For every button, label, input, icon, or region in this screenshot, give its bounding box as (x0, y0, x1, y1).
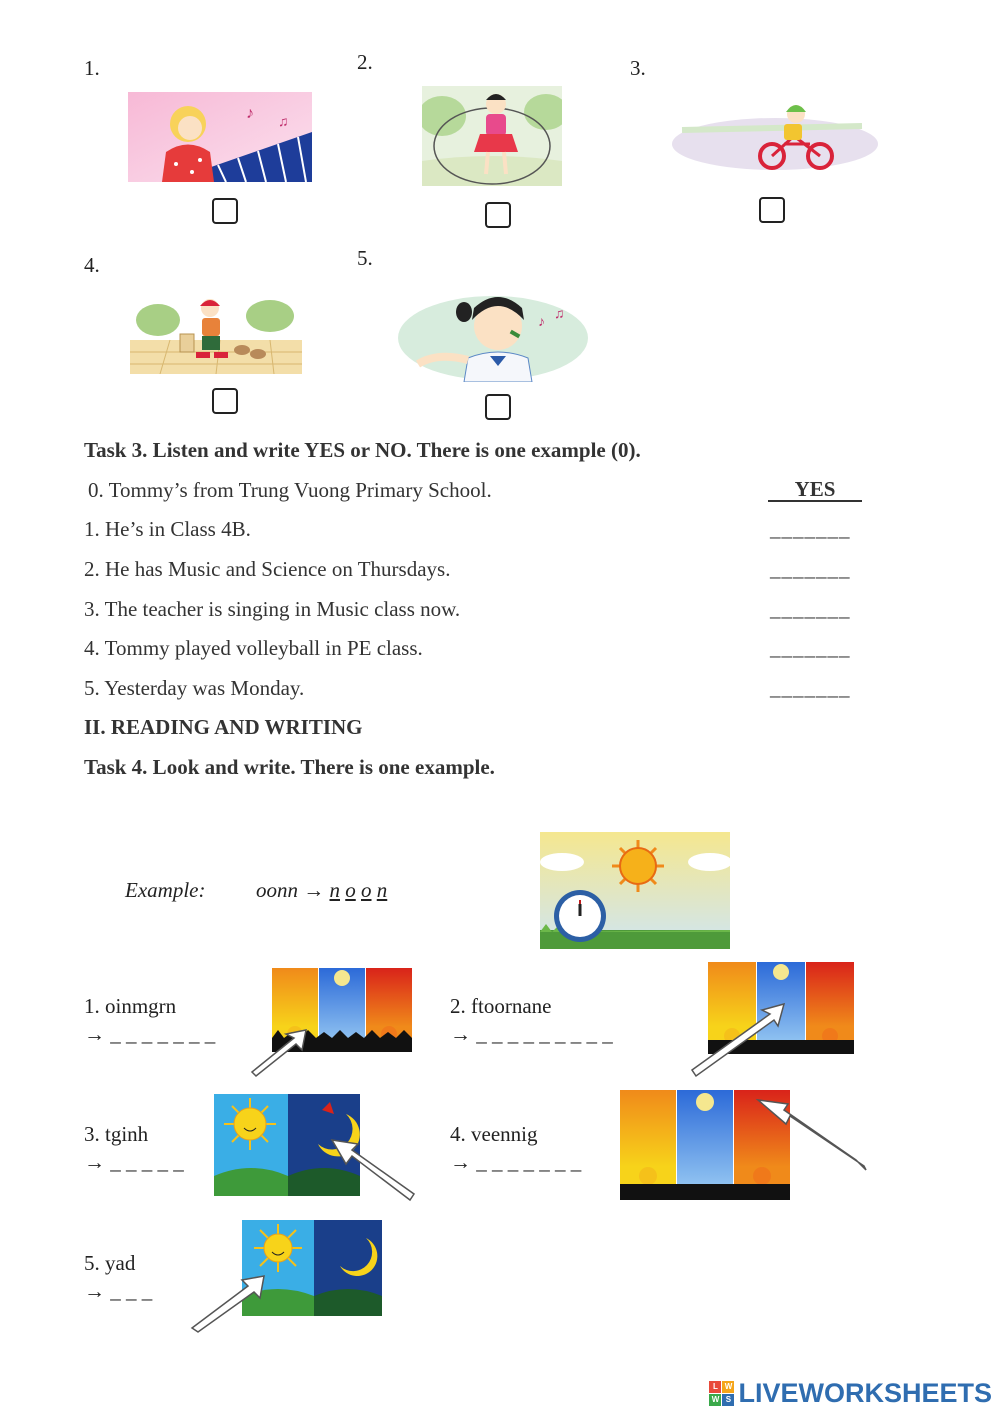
evening-picture (620, 1090, 870, 1202)
morning-picture (246, 968, 416, 1078)
answer-checkbox-4[interactable] (212, 388, 238, 414)
item-number: 5. (357, 246, 373, 270)
answer-blank-word-5[interactable]: → _ _ _ (84, 1279, 153, 1303)
task-3-heading: Task 3. Listen and write YES or NO. There is one example (0). (84, 438, 641, 462)
day-picture (186, 1220, 384, 1334)
girl-skipping-rope-picture (422, 86, 562, 186)
boy-roller-skating-picture (130, 294, 302, 374)
answer-blank-word-2[interactable]: → _ _ _ _ _ _ _ _ _ (450, 1022, 613, 1046)
boy-riding-bike-picture (672, 98, 878, 176)
section-title: II. READING AND WRITING (84, 715, 363, 739)
item-number: 3. (630, 56, 646, 80)
svg-text:♫: ♫ (278, 115, 289, 130)
afternoon-picture (684, 962, 856, 1078)
example-letter: n (376, 878, 388, 902)
brand-name: LIVEWORKSHEETS (738, 1378, 992, 1408)
answer-checkbox-2[interactable] (485, 202, 511, 228)
item-number: 4. (84, 253, 100, 277)
example-letter: o (361, 878, 372, 902)
example-statement: 0. Tommy’s from Trung Vuong Primary School. (88, 478, 492, 502)
answer-blank-3[interactable]: _______ (770, 597, 851, 621)
example-letter: o (345, 878, 356, 902)
svg-text:♪: ♪ (538, 315, 545, 330)
item-number: 2. (357, 50, 373, 74)
example-word (256, 878, 387, 903)
svg-text:♫: ♫ (554, 307, 565, 322)
answer-blank-2[interactable]: _______ (770, 557, 851, 581)
statement-5: 5. Yesterday was Monday. (84, 676, 305, 700)
answer-checkbox-1[interactable] (212, 198, 238, 224)
scrambled-word-1: 1. oinmgrn (84, 994, 177, 1018)
answer-blank-word-4[interactable]: → _ _ _ _ _ _ _ (450, 1150, 582, 1174)
svg-text:♪: ♪ (246, 105, 254, 122)
liveworksheets-logo-icon: L W W S (709, 1381, 734, 1406)
statement-2: 2. He has Music and Science on Thursdays. (84, 557, 451, 581)
statement-4: 4. Tommy played volleyball in PE class. (84, 636, 423, 660)
scrambled-word-2: 2. ftoornane (450, 994, 552, 1018)
answer-blank-1[interactable]: _______ (770, 517, 851, 541)
answer-checkbox-3[interactable] (759, 197, 785, 223)
brand-footer (709, 1378, 992, 1409)
scrambled-word-5: 5. yad (84, 1251, 136, 1275)
answer-blank-4[interactable]: _______ (770, 636, 851, 660)
answer-blank-5[interactable]: _______ (770, 676, 851, 700)
example-answer: YES (768, 478, 862, 502)
item-number: 1. (84, 56, 100, 80)
girl-singing-picture (398, 286, 588, 382)
example-label: Example: (125, 878, 206, 902)
answer-blank-word-1[interactable]: → _ _ _ _ _ _ _ (84, 1022, 216, 1046)
night-picture (214, 1094, 416, 1204)
girl-playing-piano-picture (128, 92, 312, 182)
example-scrambled: oonn → (256, 878, 325, 902)
statement-1: 1. He’s in Class 4B. (84, 517, 251, 541)
example-letter: n (329, 878, 340, 902)
answer-blank-word-3[interactable]: → _ _ _ _ _ (84, 1150, 184, 1174)
scrambled-word-3: 3. tginh (84, 1122, 149, 1146)
noon-sun-clock-picture (540, 832, 730, 949)
statement-3: 3. The teacher is singing in Music class now. (84, 597, 461, 621)
task-4-heading: Task 4. Look and write. There is one example. (84, 755, 495, 779)
answer-checkbox-5[interactable] (485, 394, 511, 420)
scrambled-word-4: 4. veennig (450, 1122, 538, 1146)
